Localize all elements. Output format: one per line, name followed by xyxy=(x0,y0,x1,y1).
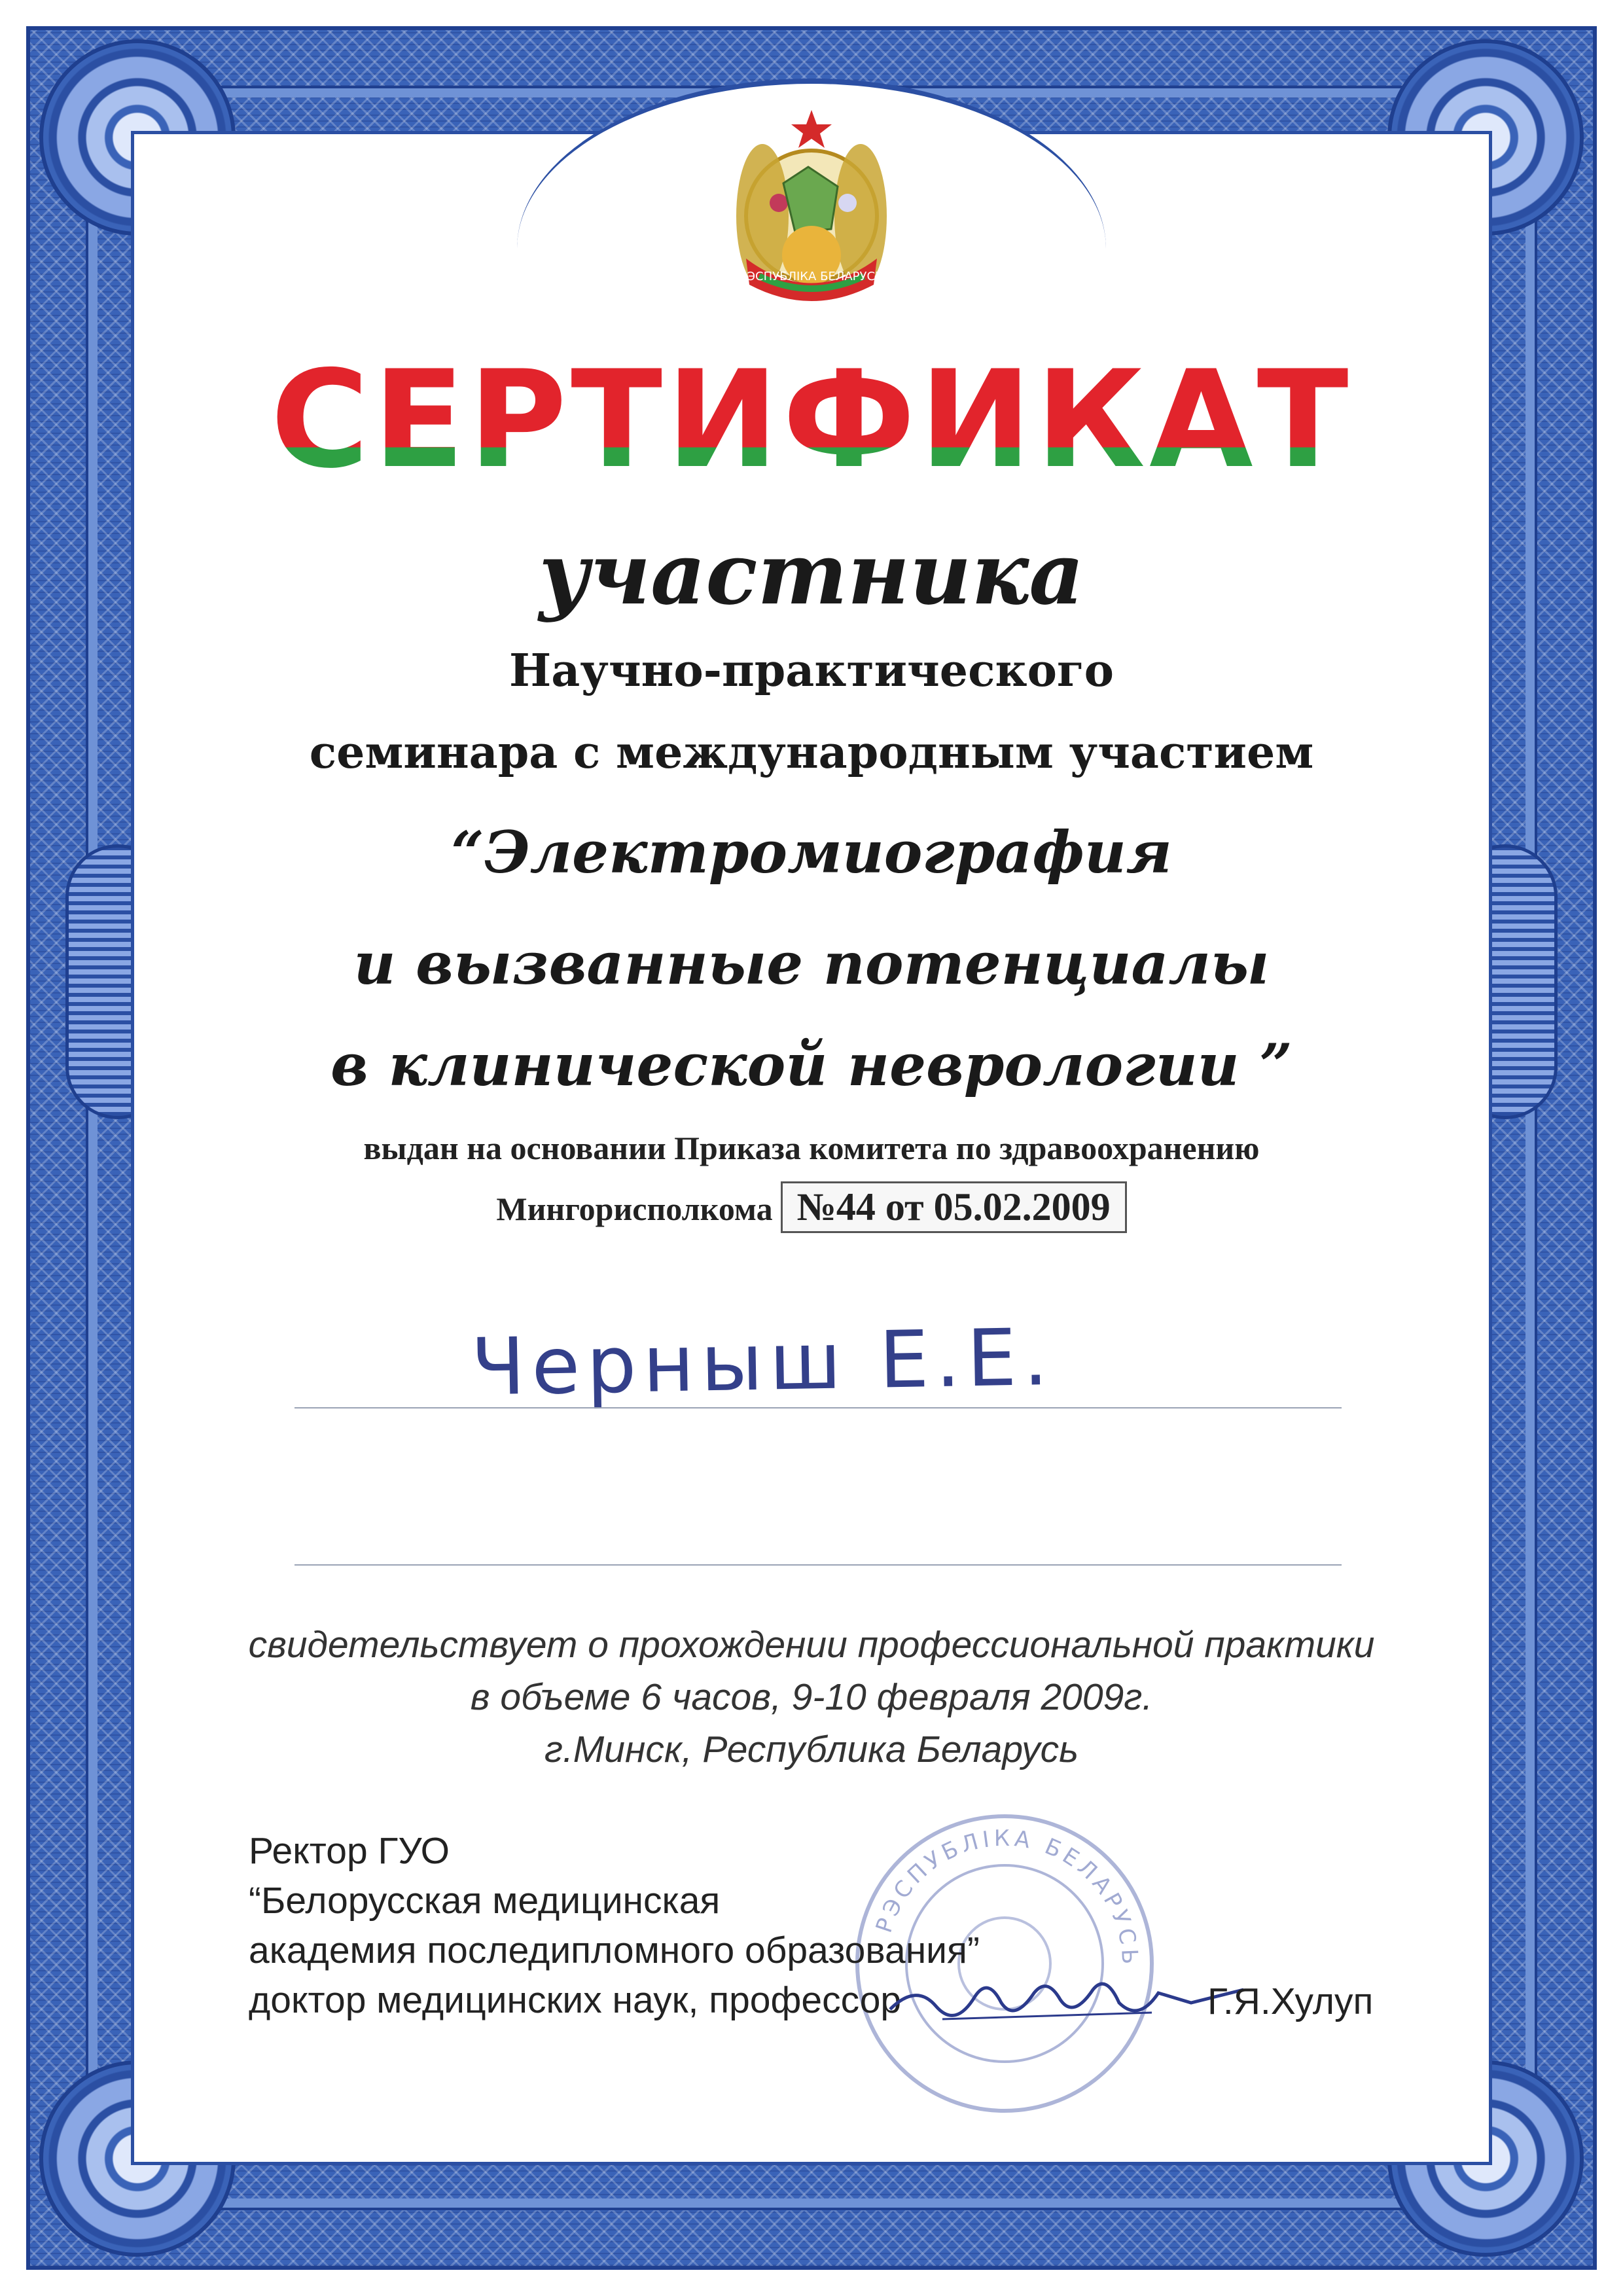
signatory-line1: Ректор ГУО xyxy=(249,1830,450,1872)
basis-line2: Мингорисполкома xyxy=(496,1191,773,1227)
belarus-emblem xyxy=(710,105,913,314)
body-line3: г.Минск, Республика Беларусь xyxy=(544,1729,1079,1770)
event-type-line2: семинара с международным участием xyxy=(309,726,1314,779)
body-line2: в объеме 6 часов, 9-10 февраля 2009г. xyxy=(470,1676,1153,1718)
signatory-line3: академия последипломного образования” xyxy=(249,1929,980,1971)
certificate-subtitle: участника xyxy=(539,524,1084,624)
event-theme-line1: “Электромиография xyxy=(451,818,1172,886)
signatory-name: Г.Я.Хулуп xyxy=(1207,1981,1374,2022)
emblem-ribbon-text: РЭСПУБЛІКА БЕЛАРУСЬ xyxy=(740,270,883,283)
event-theme-line3: в клинической неврологии ” xyxy=(330,1031,1293,1099)
basis-line1: выдан на основании Приказа комитета по здравоохранению xyxy=(363,1130,1260,1166)
stamp-text: РЭСПУБЛІКА БЕЛАРУСЬ xyxy=(870,1825,1143,1969)
certificate-title: СЕРТИФИКАТ xyxy=(131,353,1492,488)
event-type-line1: Научно-практического xyxy=(509,645,1114,697)
event-theme-line2: и вызванные потенциалы xyxy=(353,929,1270,997)
name-underline-1 xyxy=(294,1407,1342,1408)
signatory-line2: “Белорусская медицинская xyxy=(249,1880,721,1922)
name-underline-2 xyxy=(294,1564,1342,1566)
basis-line2-wrap xyxy=(131,1181,1492,1233)
signatory-line4: доктор медицинских наук, профессор xyxy=(249,1979,902,2021)
body-line1: свидетельствует о прохождении профессиональной практики xyxy=(248,1624,1375,1666)
order-number-box: №44 от 05.02.2009 xyxy=(781,1181,1127,1233)
participant-name: Черныш Е.Е. xyxy=(470,1312,1056,1414)
